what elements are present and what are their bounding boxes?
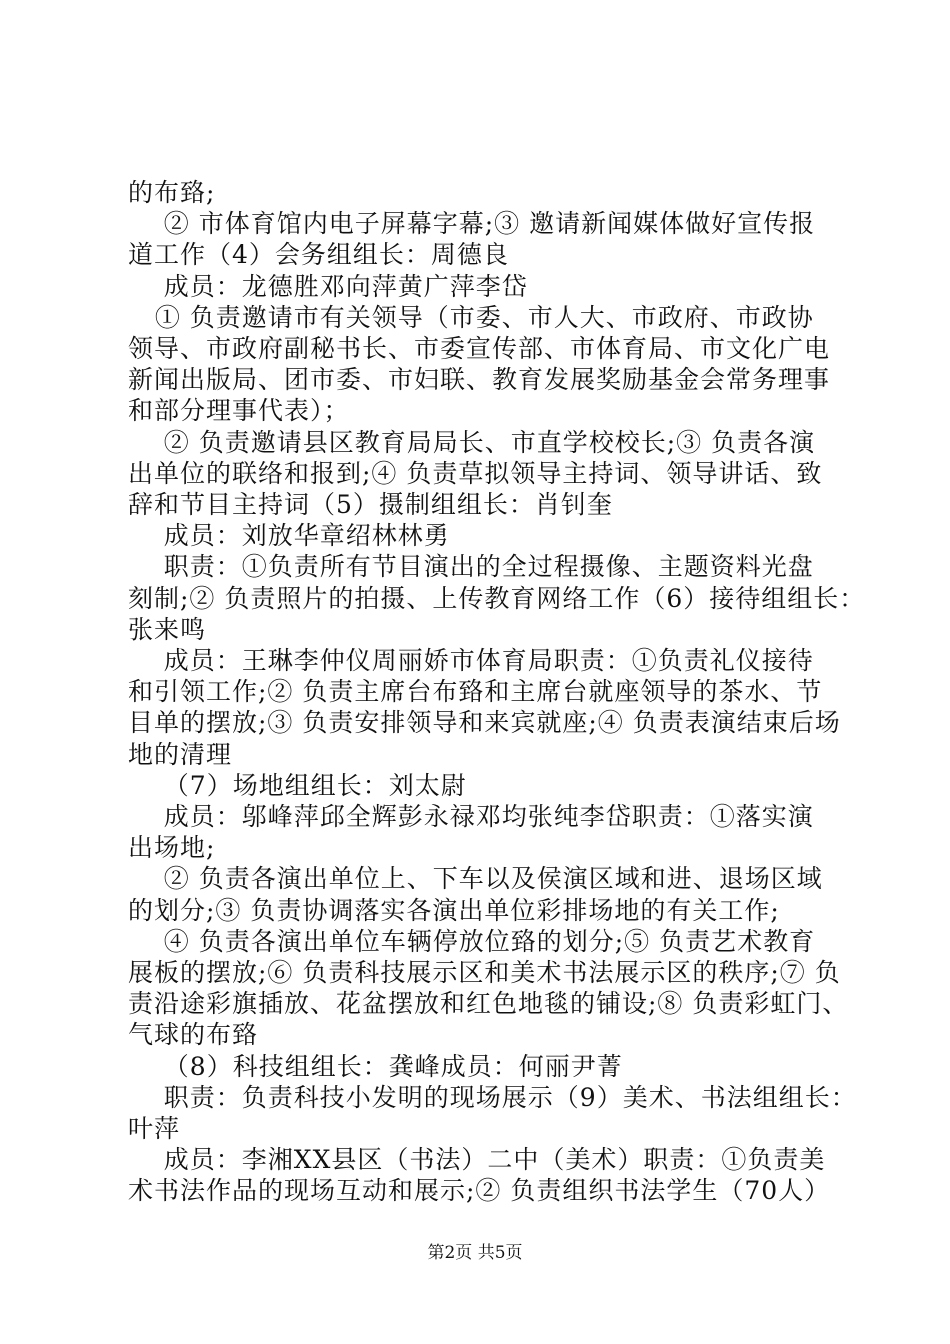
text-line: 叶萍 [128, 1114, 181, 1143]
text-line: 成员：刘放华章绍林林勇 [128, 521, 450, 551]
text-line: 成员：龙德胜邓向萍黄广萍李岱 [128, 271, 528, 301]
text-line: ④ 负责各演出单位车辆停放位臵的划分;⑤ 负责艺术教育 [128, 926, 816, 956]
text-line: 的划分;③ 负责协调落实各演出单位彩排场地的有关工作; [128, 895, 780, 925]
text-line: 责沿途彩旗插放、花盆摆放和红色地毯的铺设;⑧ 负责彩虹门、 [128, 989, 849, 1019]
text-line: 职责：负责科技小发明的现场展示（9）美术、书法组组长： [128, 1082, 857, 1112]
text-line: 展板的摆放;⑥ 负责科技展示区和美术书法展示区的秩序;⑦ 负 [128, 958, 841, 987]
text-line: 出单位的联络和报到;④ 负责草拟领导主持词、领导讲话、致 [128, 458, 823, 488]
text-line: ② 负责邀请县区教育局局长、市直学校校长;③ 负责各演 [128, 427, 816, 457]
text-line: 新闻出版局、团市委、市妇联、教育发展奖励基金会常务理事 [128, 365, 831, 395]
text-line: 辞和节目主持词（5）摄制组组长：肖钊奎 [128, 490, 613, 519]
text-line: （8）科技组组长：龚峰成员：何丽尹菁 [128, 1051, 623, 1081]
text-line: 目单的摆放;③ 负责安排领导和来宾就座;④ 负责表演结束后场 [128, 708, 841, 738]
text-line: 职责：①负责所有节目演出的全过程摄像、主题资料光盘 [128, 552, 814, 582]
text-line: 气球的布臵 [128, 1020, 259, 1050]
text-line: ② 市体育馆内电子屏幕字幕;③ 邀请新闻媒体做好宣传报 [128, 209, 816, 239]
text-line: 成员：邬峰萍邱全辉彭永禄邓均张纯李岱职责：①落实演 [128, 802, 814, 831]
text-line: 的布臵; [128, 178, 216, 207]
text-line: ① 负责邀请市有关领导（市委、市人大、市政府、市政协 [128, 302, 814, 332]
text-line: 术书法作品的现场互动和展示;② 负责组织书法学生（70人） [128, 1176, 831, 1206]
page-footer: 第2页 共5页 [427, 1243, 523, 1263]
text-line: 成员：王琳李仲仪周丽娇市体育局职责：①负责礼仪接待 [128, 646, 814, 675]
text-line: 和引领工作;② 负责主席台布臵和主席台就座领导的茶水、节 [128, 677, 823, 707]
text-line: 道工作（4）会务组组长：周德良 [128, 240, 509, 270]
text-line: 出场地; [128, 833, 216, 863]
text-line: 张来鸣 [128, 614, 207, 644]
text-line: 领导、市政府副秘书长、市委宣传部、市体育局、市文化广电 [128, 334, 831, 363]
text-line: （7）场地组组长：刘太尉 [128, 770, 467, 800]
text-line: ② 负责各演出单位上、下车以及侯演区域和进、退场区域 [128, 864, 823, 894]
text-line: 地的清理 [128, 739, 233, 769]
text-line: 和部分理事代表）； [128, 396, 350, 426]
text-line: 成员：李湘XX县区（书法）二中（美术）职责：①负责美 [128, 1145, 826, 1175]
text-line: 刻制;② 负责照片的拍摄、上传教育网络工作（6）接待组组长： [128, 583, 866, 613]
